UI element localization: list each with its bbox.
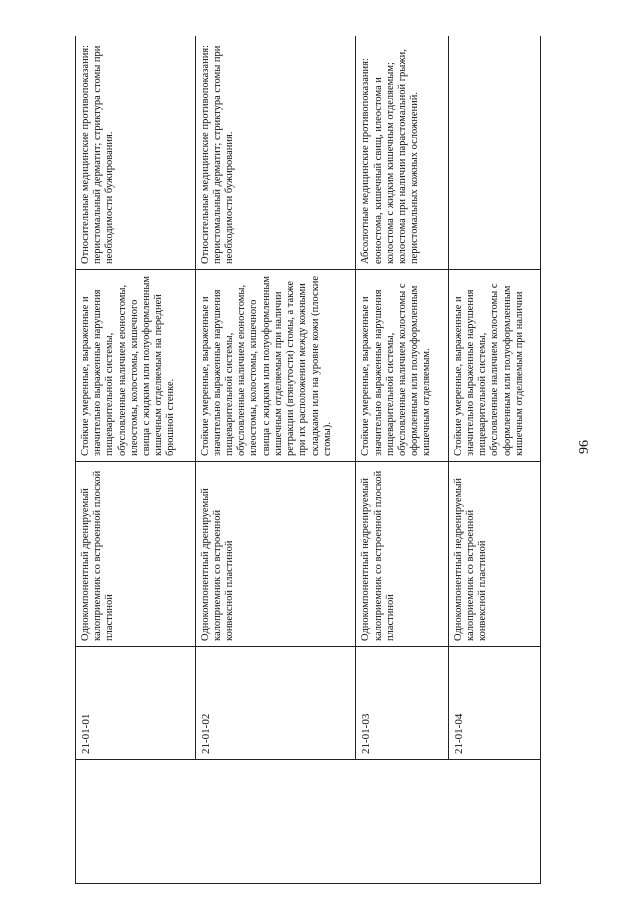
rotated-table-container [75,36,541,884]
indications-cell: Стойкие умеренные, выраженные и значительно выраженные нарушения пищеварительной системы, обусловленные наличием еюностомы, илеостомы, колостомы, кишечного свища с жидким или полуоформленным кишечным отделяемым при наличии ретракции (втянутости) стомы, а также при их расположении между кожными складками или на уровне кожи (плоские стомы). [195,270,356,462]
product-cell: Однокомпонентный недренируемый калоприемник со встроенной плоской пластиной [356,462,448,647]
products-table [75,36,541,884]
indications-cell: Стойкие умеренные, выраженные и значительно выраженные нарушения пищеварительной системы, обусловленные наличием колостомы с оформленным или полуоформленным кишечным отделяемым. [356,270,448,462]
product-cell: Однокомпонентный дренируемый калоприемник со встроенной конвексной пластиной [195,462,356,647]
table-row [448,36,540,884]
code-cell: 21-01-02 [195,647,356,760]
contraindications-cell: Относительные медицинские противопоказания: перистомальный дерматит; стриктура стомы при необходимости бужирования. [195,36,356,270]
code-cell: 21-01-01 [76,647,196,760]
contraindications-cell: Абсолютные медицинские противопоказания: еюностома, кишечный свищ, илеостома и колостома с жидким кишечным отделяемым; колостома при наличии парастомальной грыжи, перистомальных кожных осложнений. [356,36,448,270]
table-row [356,36,448,884]
indications-cell: Стойкие умеренные, выраженные и значительно выраженные нарушения пищеварительной системы, обусловленные наличием колостомы с оформленным или полуоформленным кишечным отделяемым при наличии [448,270,540,462]
page-number: 96 [577,440,592,454]
indications-cell: Стойкие умеренные, выраженные и значительно выраженные нарушения пищеварительной системы, обусловленные наличием еюностомы, илеостомы, колостомы, кишечного свища с жидким или полуоформленным кишечным отделяемым на передней брюшной стенке. [76,270,196,462]
code-cell: 21-01-04 [448,647,540,760]
contraindications-cell [448,36,540,270]
empty-cell [76,760,541,884]
table-row [76,36,196,884]
product-cell: Однокомпонентный дренируемый калоприемник со встроенной плоской пластиной [76,462,196,647]
table-frame [75,36,541,884]
product-cell: Однокомпонентный недренируемый калоприемник со встроенной конвексной пластиной [448,462,540,647]
contraindications-cell: Относительные медицинские противопоказания: перистомальный дерматит; стриктура стомы при необходимости бужирования. [76,36,196,270]
table-row [195,36,356,884]
code-cell: 21-01-03 [356,647,448,760]
